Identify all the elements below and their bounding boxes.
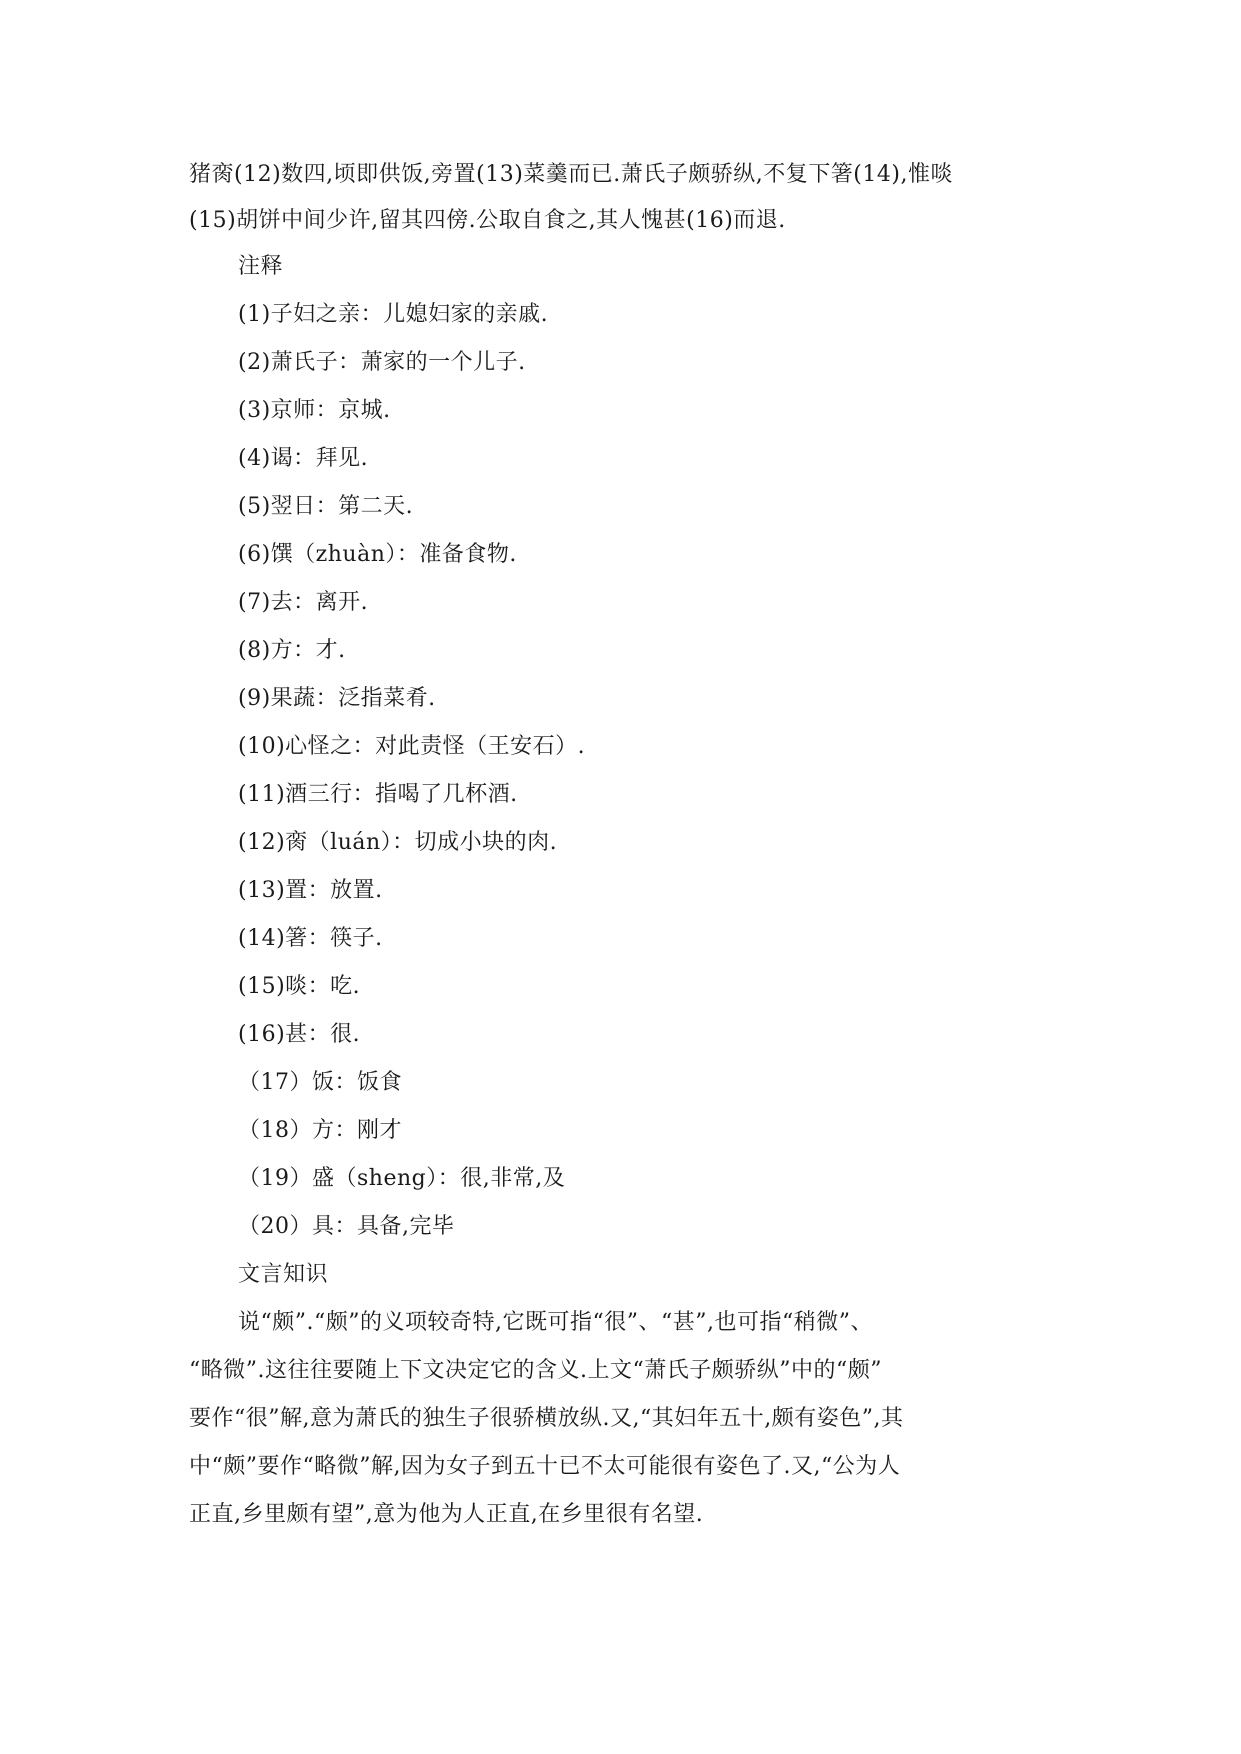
passage-line-1: 猪脔(12)数四,顷即供饭,旁置(13)菜羹而已.萧氏子颇骄纵,不复下箸(14),惟啖 — [189, 162, 953, 187]
note-item: (16)甚：很. — [238, 1022, 361, 1047]
note-item: (1)子妇之亲：儿媳妇家的亲戚. — [238, 302, 549, 327]
note-item: (2)萧氏子：萧家的一个儿子. — [238, 350, 526, 375]
note-item: (9)果蔬：泛指菜肴. — [238, 686, 436, 711]
note-item: (12)脔（luán）：切成小块的肉. — [238, 830, 558, 855]
note-item: (7)去：离开. — [238, 590, 369, 615]
notes-heading: 注释 — [238, 254, 284, 279]
knowledge-line-5: 正直,乡里颇有望”,意为他为人正直,在乡里很有名望. — [189, 1502, 704, 1527]
knowledge-line-1: 说“颇”.“颇”的义项较奇特,它既可指“很”、“甚”,也可指“稍微”、 — [238, 1310, 873, 1335]
knowledge-heading: 文言知识 — [238, 1262, 329, 1287]
note-item: (10)心怪之：对此责怪（王安石）. — [238, 734, 586, 759]
note-item: (4)谒：拜见. — [238, 446, 369, 471]
note-item: （17）饭：饭食 — [238, 1070, 402, 1095]
note-item: (6)馔（zhuàn）：准备食物. — [238, 542, 517, 567]
passage-line-2: (15)胡饼中间少许,留其四傍.公取自食之,其人愧甚(16)而退. — [189, 208, 786, 233]
knowledge-line-4: 中“颇”要作“略微”解,因为女子到五十已不太可能很有姿色了.又,“公为人 — [189, 1454, 901, 1479]
note-item: （20）具：具备,完毕 — [238, 1214, 455, 1239]
note-item: （19）盛（sheng）：很,非常,及 — [238, 1166, 566, 1191]
knowledge-line-2: “略微”.这往往要随上下文决定它的含义.上文“萧氏子颇骄纵”中的“颇” — [189, 1358, 882, 1383]
note-item: (8)方：才. — [238, 638, 346, 663]
note-item: (3)京师：京城. — [238, 398, 391, 423]
note-item: (5)翌日：第二天. — [238, 494, 414, 519]
note-item: (14)箸：筷子. — [238, 926, 383, 951]
note-item: (15)啖：吃. — [238, 974, 361, 999]
note-item: (11)酒三行：指喝了几杯酒. — [238, 782, 518, 807]
note-item: （18）方：刚才 — [238, 1118, 402, 1143]
knowledge-line-3: 要作“很”解,意为萧氏的独生子很骄横放纵.又,“其妇年五十,颇有姿色”,其 — [189, 1406, 904, 1431]
note-item: (13)置：放置. — [238, 878, 383, 903]
